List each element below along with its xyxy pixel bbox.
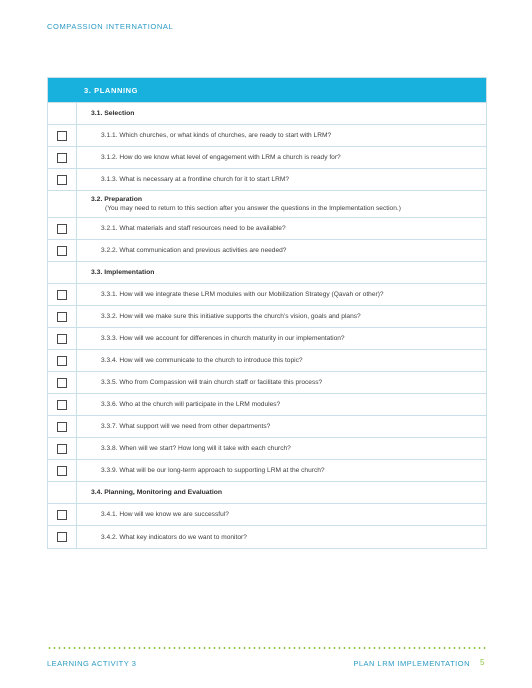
checkbox-cell (48, 169, 77, 190)
checkbox-cell (48, 526, 77, 548)
subsection-title: 3.1. Selection (91, 110, 135, 117)
subsection-title: 3.3. Implementation (91, 269, 155, 276)
question-text: 3.1.3. What is necessary at a frontline church for it to start LRM? (101, 176, 290, 183)
checkbox-cell (48, 328, 77, 349)
question-row (48, 328, 486, 350)
question-row (48, 284, 486, 306)
checkbox-cell (48, 191, 77, 217)
checkbox-icon[interactable] (57, 444, 67, 454)
subsection-cell (77, 482, 486, 503)
checkbox-cell (48, 394, 77, 415)
footer-activity-label: LEARNING ACTIVITY 3 (47, 659, 137, 668)
question-text: 3.3.3. How will we account for differences in church maturity in our implementation? (101, 335, 345, 342)
subsection-title: 3.2. Preparation (91, 196, 142, 203)
question-row (48, 504, 486, 526)
checkbox-icon[interactable] (57, 334, 67, 344)
checkbox-cell (48, 218, 77, 239)
checkbox-cell (48, 103, 77, 124)
question-text: 3.3.2. How will we make sure this initiative supports the church’s vision, goals and plans? (101, 313, 361, 320)
question-text: 3.2.1. What materials and staff resources need to be available? (101, 225, 286, 232)
checkbox-icon[interactable] (57, 246, 67, 256)
subsection-row (48, 262, 486, 284)
checkbox-cell (48, 482, 77, 503)
question-text: 3.4.2. What key indicators do we want to monitor? (101, 533, 247, 541)
checkbox-icon[interactable] (57, 290, 67, 300)
checkbox-cell (48, 262, 77, 283)
section-header (48, 78, 486, 103)
question-text: 3.3.6. Who at the church will participate in the LRM modules? (101, 401, 281, 408)
question-row (48, 218, 486, 240)
question-cell (77, 504, 486, 525)
question-text: 3.3.9. What will be our long-term approach to supporting LRM at the church? (101, 467, 325, 474)
question-text: 3.1.2. How do we know what level of engagement with LRM a church is ready for? (101, 154, 341, 161)
question-text: 3.3.5. Who from Compassion will train church staff or facilitate this process? (101, 379, 323, 386)
checkbox-cell (48, 504, 77, 525)
question-cell (77, 372, 486, 393)
question-cell (77, 416, 486, 437)
checkbox-cell (48, 306, 77, 327)
question-cell (77, 169, 486, 190)
question-cell (77, 306, 486, 327)
footer-dotted-divider (47, 647, 487, 649)
checkbox-cell (48, 240, 77, 261)
question-row (48, 240, 486, 262)
checkbox-icon[interactable] (57, 131, 67, 141)
checkbox-icon[interactable] (57, 532, 67, 542)
checkbox-icon[interactable] (57, 466, 67, 476)
section-title: 3. PLANNING (84, 85, 139, 95)
question-cell (77, 147, 486, 168)
footer-topic-label: PLAN LRM IMPLEMENTATION (353, 659, 470, 668)
subsection-row (48, 191, 486, 218)
checkbox-cell (48, 147, 77, 168)
checkbox-cell (48, 125, 77, 146)
checkbox-icon[interactable] (57, 510, 67, 520)
question-text: 3.3.4. How will we communicate to the church to introduce this topic? (101, 357, 303, 364)
question-row (48, 526, 486, 548)
subsection-note: (You may need to return to this section after you answer the questions in the Implementation section.) (105, 205, 401, 212)
question-cell (77, 284, 486, 305)
checklist-rows (48, 103, 486, 548)
checkbox-cell (48, 416, 77, 437)
question-cell (77, 394, 486, 415)
checkbox-icon[interactable] (57, 153, 67, 163)
question-row (48, 350, 486, 372)
page-number: 5 (480, 658, 485, 667)
subsection-cell (77, 262, 486, 283)
question-row (48, 394, 486, 416)
question-text: 3.3.8. When will we start? How long will it take with each church? (101, 445, 291, 452)
org-header: COMPASSION INTERNATIONAL (47, 22, 174, 31)
checkbox-icon[interactable] (57, 400, 67, 410)
checkbox-cell (48, 350, 77, 371)
question-cell (77, 526, 486, 548)
checkbox-icon[interactable] (57, 356, 67, 366)
subsection-cell (77, 103, 486, 124)
question-cell (77, 438, 486, 459)
question-text: 3.2.2. What communication and previous activities are needed? (101, 247, 287, 254)
question-text: 3.4.1. How will we know we are successful? (101, 511, 229, 518)
question-row (48, 416, 486, 438)
checkbox-icon[interactable] (57, 312, 67, 322)
question-cell (77, 218, 486, 239)
checkbox-icon[interactable] (57, 422, 67, 432)
planning-checklist (47, 77, 487, 549)
question-row (48, 147, 486, 169)
question-row (48, 125, 486, 147)
question-row (48, 372, 486, 394)
question-row (48, 306, 486, 328)
checkbox-icon[interactable] (57, 175, 67, 185)
checkbox-icon[interactable] (57, 224, 67, 234)
subsection-row (48, 103, 486, 125)
checkbox-icon[interactable] (57, 378, 67, 388)
question-text: 3.1.1. Which churches, or what kinds of churches, are ready to start with LRM? (101, 132, 332, 139)
question-row (48, 438, 486, 460)
question-text: 3.3.1. How will we integrate these LRM modules with our Mobilization Strategy (Qavah or other)? (101, 291, 384, 298)
question-row (48, 460, 486, 482)
question-row (48, 169, 486, 191)
subsection-row (48, 482, 486, 504)
question-cell (77, 240, 486, 261)
question-cell (77, 328, 486, 349)
question-cell (77, 125, 486, 146)
subsection-title: 3.4. Planning, Monitoring and Evaluation (91, 489, 223, 496)
question-cell (77, 460, 486, 481)
subsection-cell (77, 191, 486, 217)
question-cell (77, 350, 486, 371)
checkbox-cell (48, 438, 77, 459)
checkbox-cell (48, 284, 77, 305)
question-text: 3.3.7. What support will we need from other departments? (101, 423, 271, 430)
checkbox-cell (48, 460, 77, 481)
checkbox-cell (48, 372, 77, 393)
